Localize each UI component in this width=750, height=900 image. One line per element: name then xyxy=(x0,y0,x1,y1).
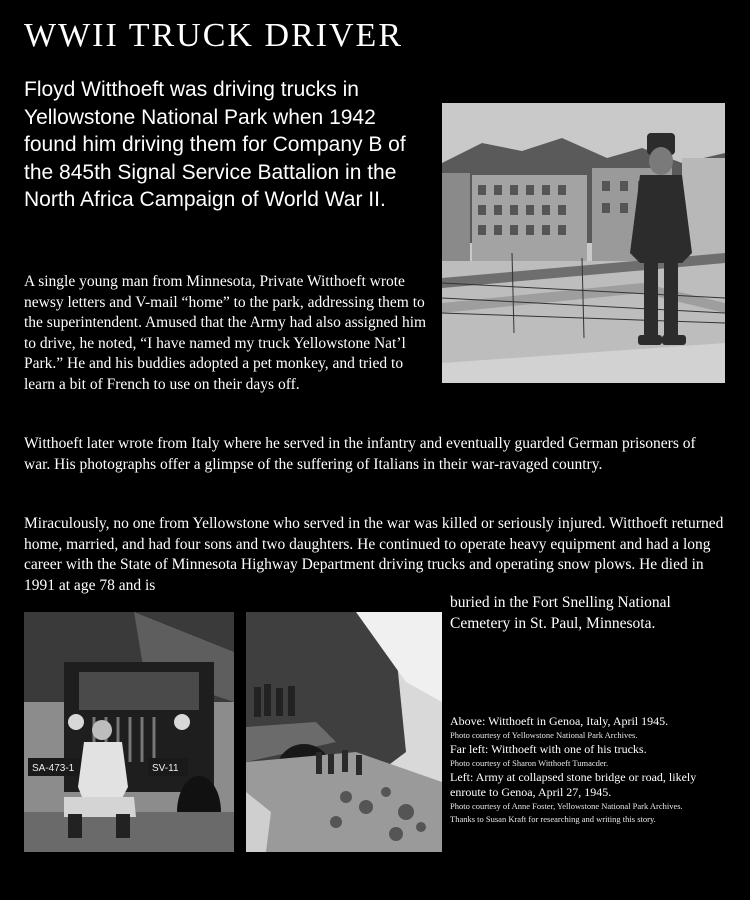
photo-witthoeft-genoa xyxy=(442,103,725,383)
credit-far-left: Photo courtesy of Sharon Witthoeft Tumacder. xyxy=(450,758,609,768)
paragraph-tail-line-2: Cemetery in St. Paul, Minnesota. xyxy=(450,614,656,632)
credit-above: Photo courtesy of Yellowstone National Park Archives. xyxy=(450,730,638,740)
truck-plate-right: SV-11 xyxy=(152,763,179,774)
paragraph-return-home-tail xyxy=(450,593,671,634)
credit-thanks: Thanks to Susan Kraft for researching and writing this story. xyxy=(450,814,656,824)
paragraph-north-africa: A single young man from Minnesota, Private Witthoeft wrote newsy letters and V-mail “home” to the park, addressing them to the superintendent. Amused that the Army had also assigned him to drive, he noted, “I have named my truck Yellowstone Nat’l Park.” He and his buddies adopted a pet monkey, and tried to learn a bit of French to use on their days off. xyxy=(24,273,427,393)
caption-far-left: Far left: Witthoeft with one of his trucks. xyxy=(450,742,647,756)
credit-left: Photo courtesy of Anne Foster, Yellowstone National Park Archives. xyxy=(450,801,683,811)
lead-paragraph: Floyd Witthoeft was driving trucks in Yellowstone National Park when 1942 found him driving them for Company B of the 845th Signal Service Battalion in the North Africa Campaign of World War II. xyxy=(24,78,406,211)
photo-captions xyxy=(450,714,735,826)
photo-witthoeft-truck xyxy=(24,612,234,852)
paragraph-return-home: Miraculously, no one from Yellowstone who served in the war was killed or seriously injured. Witthoeft returned home, married, and had four sons and two daughters. He continued to operate heavy equipment and had a long career with the State of Minnesota Highway Department driving trucks and operating snow plows. He died in 1991 at age 78 and is xyxy=(24,515,724,594)
page-title: WWII TRUCK DRIVER xyxy=(24,17,403,54)
photo-collapsed-bridge xyxy=(246,612,442,852)
paragraph-italy: Witthoeft later wrote from Italy where he served in the infantry and eventually guarded German prisoners of war. His photographs offer a glimpse of the suffering of Italians in their war-ravaged country. xyxy=(24,435,696,473)
caption-above: Above: Witthoeft in Genoa, Italy, April 1945. xyxy=(450,714,669,728)
paragraph-tail-line-1: buried in the Fort Snelling National xyxy=(450,594,671,611)
caption-left: Left: Army at collapsed stone bridge or road, likely enroute to Genoa, April 27, 1945. xyxy=(450,770,697,799)
truck-plate-left: SA-473-1 xyxy=(32,763,75,774)
